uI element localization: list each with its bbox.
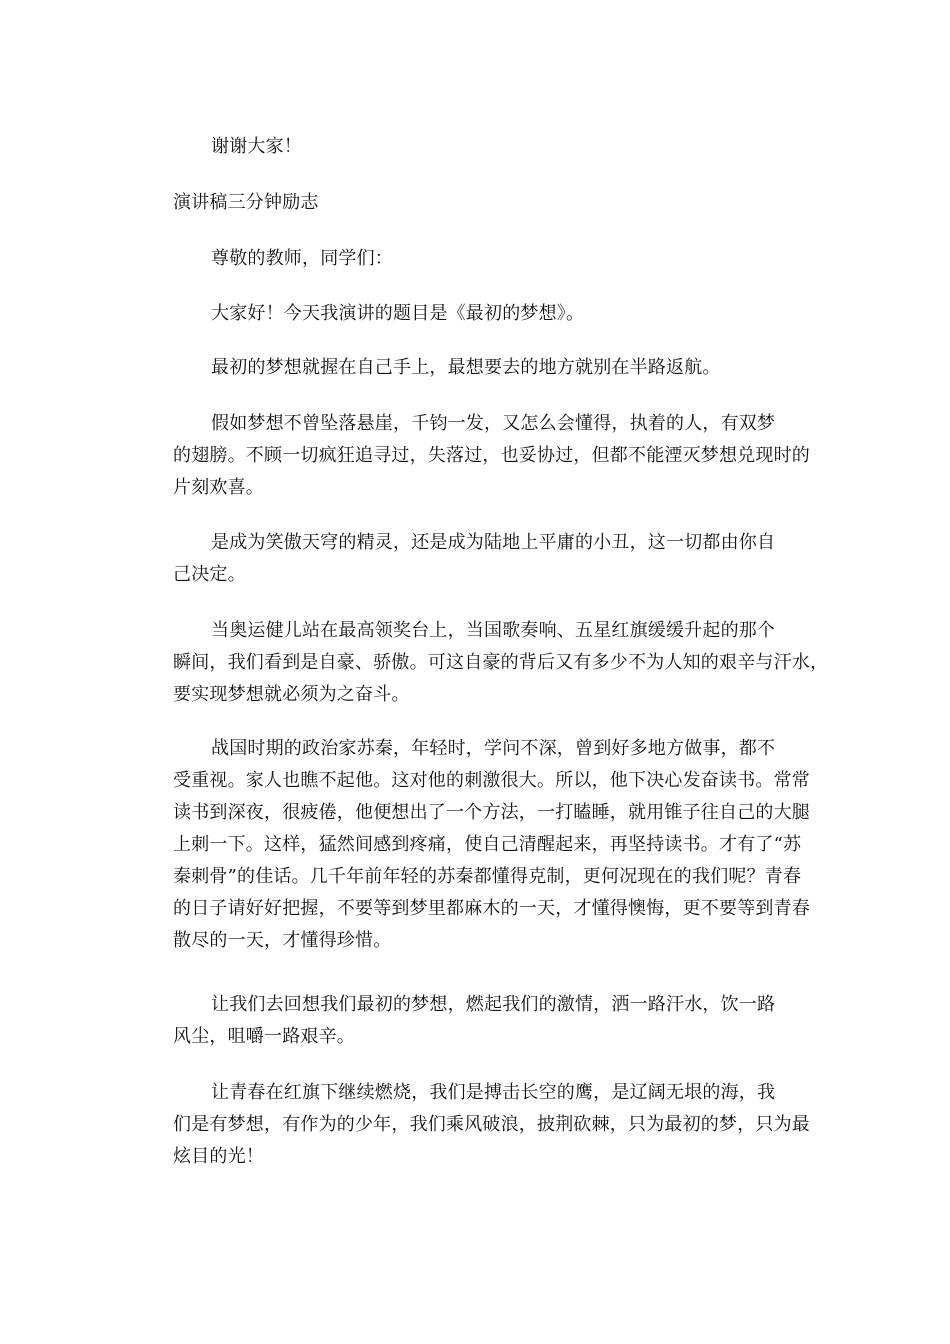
document-title: 演讲稿三分钟励志 — [173, 192, 319, 213]
paragraph-line: 最初的梦想就握在自己手上，最想要去的地方就别在半路返航。 — [211, 357, 721, 378]
paragraph-line: 的日子请好好把握，不要等到梦里都麻木的一天，才懂得懊悔，更不要等到青春 — [173, 898, 810, 919]
paragraph-line: 们是有梦想，有作为的少年，我们乘风破浪，披荆砍棘，只为最初的梦，只为最 — [173, 1114, 810, 1135]
paragraph-line: 风尘，咀嚼一路艰辛。 — [173, 1026, 355, 1047]
paragraph-line: 上刺一下。这样，猛然间感到疼痛，使自己清醒起来，再坚持读书。才有了“苏 — [173, 834, 802, 855]
paragraph-line: 秦刺骨”的佳话。几千年前年轻的苏秦都懂得克制，更何况现在的我们呢？青春 — [173, 866, 802, 887]
paragraph-line: 读书到深夜，很疲倦，他便想出了一个方法，一打瞌睡，就用锥子往自己的大腿 — [173, 802, 810, 823]
paragraph-line: 散尽的一天，才懂得珍惜。 — [173, 930, 392, 951]
paragraph-1 — [173, 298, 813, 330]
paragraph-3 — [173, 408, 813, 504]
paragraph-line: 炫目的光！ — [173, 1146, 264, 1167]
paragraph-line: 当奥运健儿站在最高领奖台上，当国歌奏响、五星红旗缓缓升起的那个 — [211, 620, 776, 641]
paragraph-7 — [173, 989, 813, 1053]
paragraph-line: 让青春在红旗下继续燃烧，我们是搏击长空的鹰，是辽阔无垠的海，我 — [211, 1082, 776, 1103]
closing-line: 谢谢大家！ — [211, 136, 302, 157]
paragraph-line: 假如梦想不曾坠落悬崖，千钧一发，又怎么会懂得，执着的人，有双梦 — [211, 413, 776, 434]
paragraph-8 — [173, 1077, 813, 1173]
paragraph-5 — [173, 615, 829, 711]
paragraph-line: 片刻欢喜。 — [173, 477, 264, 498]
paragraph-line: 瞬间，我们看到是自豪、骄傲。可这自豪的背后又有多少不为人知的艰辛与汗水， — [173, 652, 829, 673]
salutation: 尊敬的教师，同学们： — [211, 248, 393, 269]
paragraph-line: 受重视。家人也瞧不起他。这对他的刺激很大。所以，他下决心发奋读书。常常 — [173, 770, 810, 791]
paragraph-2 — [173, 352, 813, 384]
paragraph-line: 让我们去回想我们最初的梦想，燃起我们的激情，洒一路汗水，饮一路 — [211, 994, 776, 1015]
paragraph-line: 己决定。 — [173, 564, 246, 585]
paragraph-line: 大家好！今天我演讲的题目是《最初的梦想》。 — [211, 303, 585, 324]
paragraph-4 — [173, 527, 813, 591]
paragraph-line: 要实现梦想就必须为之奋斗。 — [173, 684, 410, 705]
paragraph-line: 战国时期的政治家苏秦，年轻时，学问不深，曾到好多地方做事，都不 — [211, 738, 776, 759]
paragraph-6 — [173, 733, 813, 957]
paragraph-line: 的翅膀。不顾一切疯狂追寻过，失落过，也妥协过，但都不能湮灭梦想兑现时的 — [173, 445, 810, 466]
paragraph-line: 是成为笑傲天穹的精灵，还是成为陆地上平庸的小丑，这一切都由你自 — [211, 532, 776, 553]
